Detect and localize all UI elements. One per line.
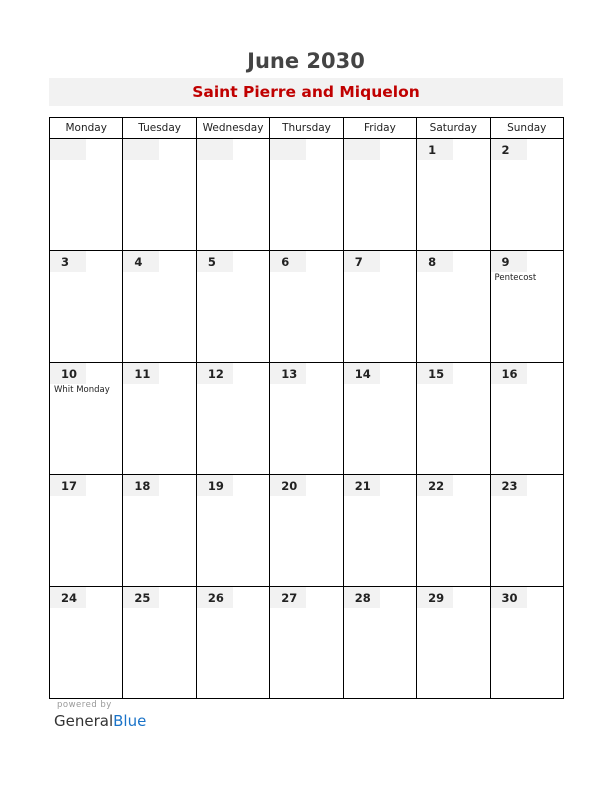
day-cell (417, 251, 490, 363)
day-cell (343, 363, 416, 475)
calendar-grid (49, 117, 564, 699)
day-number: 30 (491, 587, 527, 608)
day-cell (490, 139, 563, 251)
day-cell (196, 475, 269, 587)
day-cell (123, 139, 196, 251)
week-row (50, 251, 564, 363)
weekday-header: Saturday (417, 118, 490, 139)
day-cell (196, 251, 269, 363)
weekday-header: Thursday (270, 118, 343, 139)
day-number: 6 (270, 251, 306, 272)
day-cell (490, 475, 563, 587)
day-number: 26 (197, 587, 233, 608)
day-number: 16 (491, 363, 527, 384)
week-row (50, 363, 564, 475)
day-number: 14 (344, 363, 380, 384)
day-number: 28 (344, 587, 380, 608)
day-cell (343, 139, 416, 251)
day-cell (270, 251, 343, 363)
holiday-label: Whit Monday (54, 385, 110, 395)
day-number (50, 139, 86, 160)
day-number: 24 (50, 587, 86, 608)
day-number: 10 (50, 363, 86, 384)
day-cell (490, 587, 563, 699)
weekday-header: Sunday (490, 118, 563, 139)
region-name: Saint Pierre and Miquelon (192, 83, 420, 101)
brand-name-part2: Blue (113, 712, 147, 730)
day-number: 19 (197, 475, 233, 496)
day-number: 4 (123, 251, 159, 272)
day-cell (196, 587, 269, 699)
weekday-header: Wednesday (196, 118, 269, 139)
day-number: 11 (123, 363, 159, 384)
day-number: 27 (270, 587, 306, 608)
powered-by-text: powered by (57, 700, 112, 710)
day-cell (417, 363, 490, 475)
page-title: June 2030 (247, 49, 365, 73)
day-number: 22 (417, 475, 453, 496)
day-number: 2 (491, 139, 527, 160)
day-cell (490, 251, 563, 363)
day-cell (270, 587, 343, 699)
weekday-header: Friday (343, 118, 416, 139)
day-cell (50, 251, 123, 363)
day-number: 3 (50, 251, 86, 272)
day-number: 5 (197, 251, 233, 272)
day-number: 9 (491, 251, 527, 272)
footer (54, 700, 146, 730)
day-cell (123, 363, 196, 475)
day-number (123, 139, 159, 160)
day-cell (417, 587, 490, 699)
day-number: 23 (491, 475, 527, 496)
day-number: 25 (123, 587, 159, 608)
day-number (197, 139, 233, 160)
weekday-header: Tuesday (123, 118, 196, 139)
week-row (50, 475, 564, 587)
holiday-label: Pentecost (494, 273, 537, 283)
brand-name-part1: General (54, 712, 114, 730)
day-number: 12 (197, 363, 233, 384)
day-cell (123, 475, 196, 587)
day-number (270, 139, 306, 160)
day-cell (417, 475, 490, 587)
day-number: 21 (344, 475, 380, 496)
weekday-header-row (50, 118, 564, 139)
day-cell (50, 363, 123, 475)
day-number: 13 (270, 363, 306, 384)
day-cell (270, 139, 343, 251)
day-number: 29 (417, 587, 453, 608)
day-number: 7 (344, 251, 380, 272)
day-number (344, 139, 380, 160)
day-cell (50, 587, 123, 699)
day-cell (270, 475, 343, 587)
day-cell (343, 475, 416, 587)
day-number: 20 (270, 475, 306, 496)
day-number: 18 (123, 475, 159, 496)
region-banner (49, 78, 563, 106)
week-row (50, 139, 564, 251)
day-cell (343, 587, 416, 699)
brand-logo[interactable] (54, 712, 146, 730)
day-cell (50, 139, 123, 251)
day-number: 17 (50, 475, 86, 496)
day-cell (417, 139, 490, 251)
day-cell (196, 139, 269, 251)
week-row (50, 587, 564, 699)
day-cell (123, 251, 196, 363)
day-cell (123, 587, 196, 699)
day-cell (270, 363, 343, 475)
weekday-header: Monday (50, 118, 123, 139)
day-cell (343, 251, 416, 363)
day-cell (490, 363, 563, 475)
day-cell (196, 363, 269, 475)
day-number: 15 (417, 363, 453, 384)
day-number: 8 (417, 251, 453, 272)
day-cell (50, 475, 123, 587)
day-number: 1 (417, 139, 453, 160)
